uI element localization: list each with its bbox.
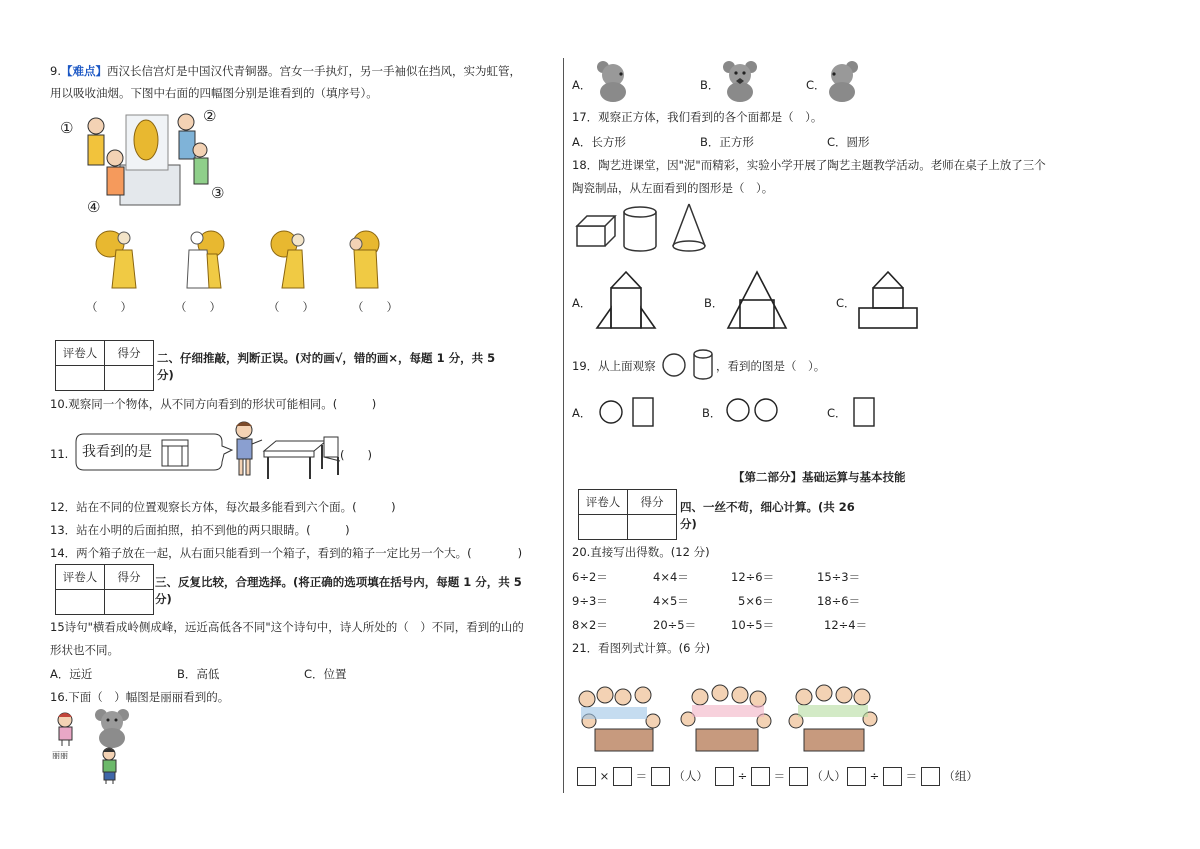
divide-sign: ÷ [737,769,748,783]
score-value-cell[interactable] [105,366,154,391]
q19-shape-b-icon [725,397,781,425]
answer-box[interactable] [883,767,902,786]
q13-text: 13．站在小明的后面拍照，拍不到他的两只眼睛。( ) [50,523,350,537]
q19-suffix: ，看到的图是（ ）。 [716,359,826,373]
children-group-2-illustration [680,685,775,757]
calc-r2-c3: 5×6＝ [738,594,774,608]
answer-box[interactable] [751,767,770,786]
q19-option-c[interactable]: C． [827,406,847,420]
lamp-view-front [92,228,137,290]
children-group-3-illustration [788,685,880,757]
answer-box[interactable] [651,767,670,786]
q9-text-line2: 用以吸收油烟。下图中右面的四幅图分别是谁看到的（填序号）。 [50,86,378,100]
q21-equation-2 [715,767,846,786]
divide-sign: ÷ [869,769,880,783]
answer-box[interactable] [847,767,866,786]
calc-r3-c1: 8×2＝ [572,618,608,632]
section2-heading-line2: 分) [157,368,174,382]
q16-text: 16.下面（ ）幅图是丽丽看到的。 [50,690,230,704]
q15-option-a[interactable]: A．远近 [50,667,93,681]
teddy-bear-illustration [93,708,131,748]
calc-r3-c2: 20÷5＝ [653,618,697,632]
calc-r2-c2: 4×5＝ [653,594,689,608]
q16-option-a[interactable]: A． [572,78,592,92]
girl-illustration [228,420,264,480]
multiply-sign: × [599,769,610,783]
q16-name-label: 丽丽 [52,751,68,760]
lamp-view-back [183,228,228,290]
calc-r1-c3: 12÷6＝ [731,570,775,584]
q19-shape-a-icon [598,396,658,428]
answer-box[interactable] [921,767,940,786]
q18-option-a[interactable]: A． [572,296,592,310]
calc-r1-c1: 6÷2＝ [572,570,608,584]
calc-r3-c4: 12÷4＝ [824,618,868,632]
q18-text-line1: 18．陶艺进课堂，因"泥"而精彩，实验小学开展了陶艺主题教学活动。老师在桌子上放了三个 [572,158,1046,172]
q19-option-a[interactable]: A． [572,406,592,420]
q18-option-c[interactable]: C． [836,296,856,310]
calc-r1-c2: 4×4＝ [653,570,689,584]
q18-shape-c-icon [858,270,920,330]
marker-4: ④ [87,198,101,216]
part2-title: 【第二部分】基础运算与基本技能 [733,470,906,484]
calc-r2-c1: 9÷3＝ [572,594,608,608]
q9-answer-blank-4[interactable]: （ ） [352,300,398,314]
equals-sign: ＝ [773,769,786,783]
section2-heading-line1: 二、仔细推敲，判断正误。(对的画√，错的画×，每题 1 分，共 5 [157,351,496,365]
q11-bubble-text: 我看到的是 [82,444,152,460]
q17-option-b[interactable]: B．正方形 [700,135,754,149]
q15-text-line2: 形状也不同。 [50,643,119,657]
q16-option-b[interactable]: B． [700,78,720,92]
score-header-score: 得分 [105,565,154,590]
calc-r1-c4: 15÷3＝ [817,570,861,584]
score-box-section2 [55,340,154,391]
equals-sign: ＝ [635,769,648,783]
section4-heading-line2: 分) [680,517,697,531]
q19-option-b[interactable]: B． [702,406,722,420]
q12-text: 12．站在不同的位置观察长方体，每次最多能看到六个面。( ) [50,500,396,514]
answer-box[interactable] [789,767,808,786]
score-header-score: 得分 [628,490,677,515]
q11-number: 11. [50,447,69,461]
score-grader-cell[interactable] [579,515,628,540]
ceramic-objects-illustration [575,200,725,258]
bear-view-c-icon [826,60,862,102]
q9-number: 9. [50,64,61,78]
q21-equation-3 [847,767,978,786]
score-header-grader: 评卷人 [56,341,105,366]
q9-text-line1: 西汉长信宫灯是中国汉代青铜器。宫女一手执灯，另一手袖似在挡风，实为虹管， [106,64,521,78]
marker-1: ① [60,119,74,137]
score-value-cell[interactable] [628,515,677,540]
q15-option-b[interactable]: B．高低 [177,667,220,681]
answer-box[interactable] [715,767,734,786]
q21-title: 21．看图列式计算。(6 分) [572,641,711,655]
score-box-section3 [55,564,154,615]
unit-label: （人） [811,769,846,783]
section3-heading-line1: 三、反复比较，合理选择。(将正确的选项填在括号内，每题 1 分，共 5 [155,575,522,589]
lamp-view-right [268,228,313,290]
q9-difficulty-tag: 【难点】 [60,64,107,78]
q17-option-c[interactable]: C．圆形 [827,135,870,149]
score-grader-cell[interactable] [56,590,105,615]
score-header-score: 得分 [105,341,154,366]
q21-equation-1 [577,767,708,786]
answer-box[interactable] [577,767,596,786]
bear-view-b-icon [721,60,759,102]
q9-answer-blank-1[interactable]: （ ） [86,300,132,314]
bear-view-a-icon [593,60,629,102]
q17-option-a[interactable]: A．长方形 [572,135,626,149]
q18-shape-a-icon [596,270,656,330]
q15-text-line1: 15诗句"横看成岭侧成峰，远近高低各不同"这个诗句中，诗人所处的（ ）不同，看到的山的 [50,620,524,634]
score-box-section4 [578,489,677,540]
q9-line1 [50,63,521,79]
score-header-grader: 评卷人 [56,565,105,590]
score-grader-cell[interactable] [56,366,105,391]
q19-prefix: 19．从上面观察 [572,359,656,373]
q18-option-b[interactable]: B． [704,296,724,310]
answer-box[interactable] [613,767,632,786]
q9-answer-blank-2[interactable]: （ ） [175,300,221,314]
table-chair-illustration [262,437,344,483]
equals-sign: ＝ [905,769,918,783]
q16-option-c[interactable]: C． [806,78,826,92]
score-header-grader: 评卷人 [579,490,628,515]
q14-text: 14．两个箱子放在一起，从右面只能看到一个箱子，看到的箱子一定比另一个大。( ) [50,546,523,560]
marker-2: ② [203,107,217,125]
q18-shape-b-icon [727,270,787,330]
calc-r3-c3: 10÷5＝ [731,618,775,632]
marker-3: ③ [211,184,225,202]
q11-answer-blank[interactable]: ( ) [340,448,372,462]
q19-objects-icon [662,347,718,381]
unit-label: （组） [943,769,978,783]
section3-heading-line2: 分) [155,592,172,606]
q9-answer-blank-3[interactable]: （ ） [268,300,314,314]
unit-label: （人） [673,769,708,783]
q20-title: 20.直接写出得数。(12 分) [572,545,710,559]
q19-shape-c-icon [852,396,876,428]
q17-text: 17．观察正方体，我们看到的各个面都是（ ）。 [572,110,823,124]
lili-girl-illustration [54,712,78,748]
score-value-cell[interactable] [105,590,154,615]
calc-r2-c4: 18÷6＝ [817,594,861,608]
q15-option-c[interactable]: C．位置 [304,667,347,681]
children-group-1-illustration [575,685,665,757]
boy-illustration [98,747,122,785]
column-divider [563,58,564,793]
q18-text-line2: 陶瓷制品，从左面看到的图形是（ ）。 [572,181,774,195]
lamp-view-left [346,228,391,290]
section4-heading-line1: 四、一丝不苟，细心计算。(共 26 [680,500,855,514]
q10-text: 10.观察同一个物体，从不同方向看到的形状可能相同。( ) [50,397,377,411]
